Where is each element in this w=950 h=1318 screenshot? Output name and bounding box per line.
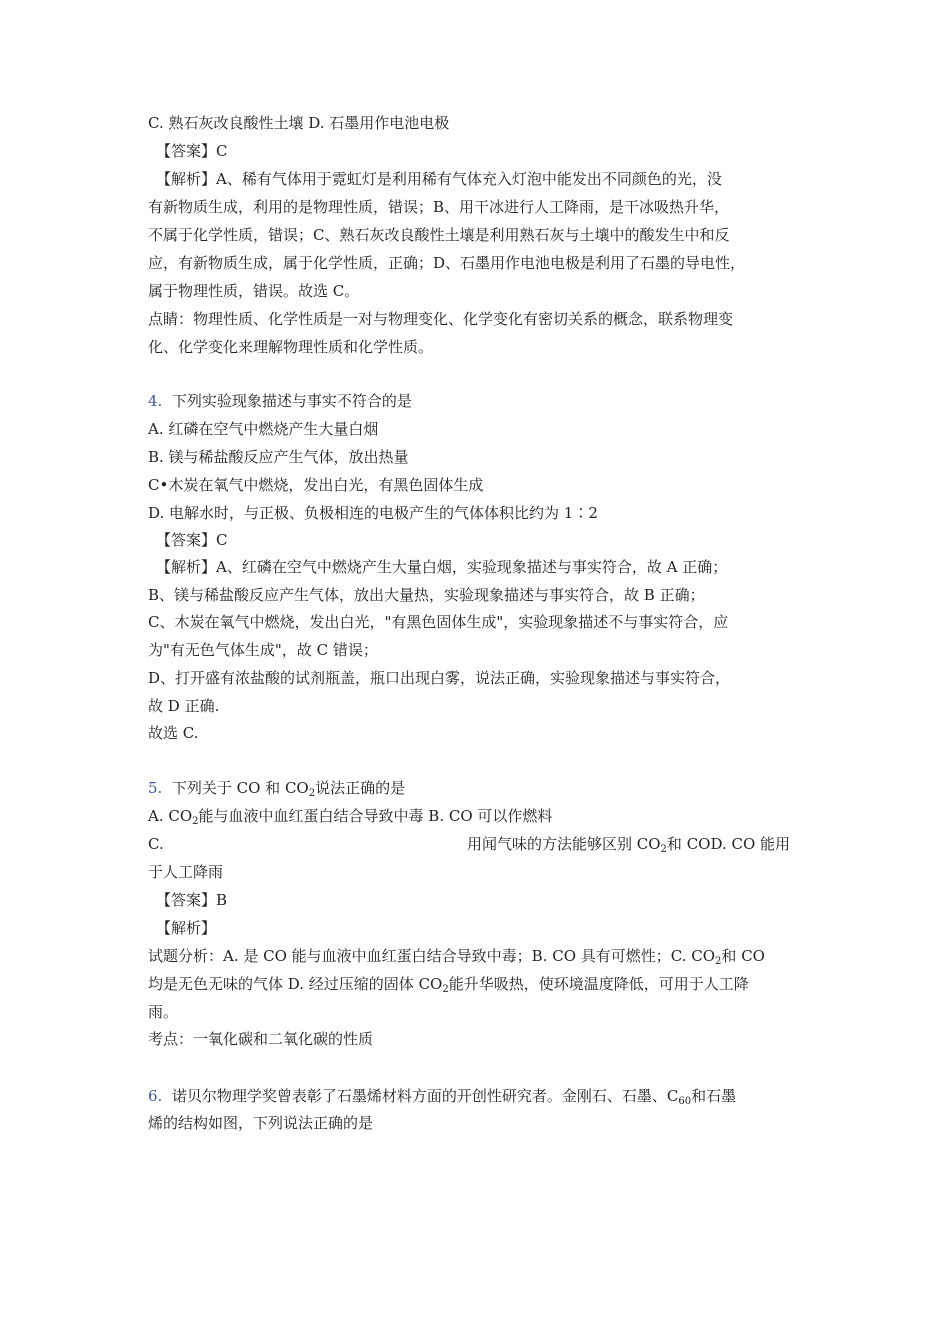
q3-analysis-line-3: 不属于化学性质，错误；C、熟石灰改良酸性土壤是利用熟石灰与土壤中的酸发生中和反 [148, 226, 730, 244]
q5-option-cd: 用闻气味的方法能够区别 $CO_2$和 COD. CO 能用 [467, 835, 791, 855]
q5-analysis-label: 【解析】 [156, 919, 217, 937]
q5-option-d-continued: 于人工降雨 [148, 863, 224, 881]
q5-answer: 【答案】B [156, 891, 228, 909]
q3-answer: 【答案】C [156, 142, 228, 160]
q6-stem-line-2: 烯的结构如图，下列说法正确的是 [148, 1114, 374, 1132]
q5-detail-line-2: 均是无色无味的气体 D. 经过压缩的固体 $CO_2$能升华吸热，使环境温度降低，可用于人工降 [148, 975, 749, 995]
q4-option-a: A. 红磷在空气中燃烧产生大量白烟 [148, 420, 379, 438]
q4-answer: 【答案】C [156, 531, 228, 549]
q4-analysis-line-7: 故选 C. [148, 724, 199, 742]
q3-tip-line-2: 化、化学变化来理解物理性质和化学性质。 [148, 338, 434, 356]
q4-analysis-line-3: C、木炭在氧气中燃烧，发出白光，"有黑色固体生成"，实验现象描述不与事实符合，应 [148, 613, 729, 631]
q4-number: 4. [148, 392, 163, 410]
q3-analysis-line-5: 属于物理性质，错误。故选 C。 [148, 282, 360, 300]
q4-stem [148, 391, 412, 411]
q3-tip-line-1: 点睛：物理性质、化学性质是一对与物理变化、化学变化有密切关系的概念，联系物理变 [148, 310, 734, 328]
q4-stem-text: 下列实验现象描述与事实不符合的是 [171, 392, 412, 410]
q4-analysis-line-4: 为"有无色气体生成"，故 C 错误； [148, 641, 378, 659]
q5-option-c-label: C. [148, 835, 164, 853]
q4-analysis-line-5: D、打开盛有浓盐酸的试剂瓶盖，瓶口出现白雾，说法正确，实验现象描述与事实符合， [148, 669, 731, 687]
q3-analysis-line-1: 【解析】A、稀有气体用于霓虹灯是利用稀有气体充入灯泡中能发出不同颜色的光，没 [156, 170, 722, 188]
q4-analysis-line-6: 故 D 正确. [148, 697, 220, 715]
q3-analysis-line-2: 有新物质生成，利用的是物理性质，错误；B、用干冰进行人工降雨，是干冰吸热升华， [148, 198, 730, 216]
q6-stem-line-1: 6. 诺贝尔物理学奖曾表彰了石墨烯材料方面的开创性研究者。金刚石、石墨、$C_{60}$和石墨 [148, 1087, 737, 1107]
q3-options-cd: C. 熟石灰改良酸性土壤 D. 石墨用作电池电极 [148, 114, 450, 132]
q5-kaodian: 考点：一氧化碳和二氧化碳的性质 [148, 1030, 374, 1048]
q5-stem: 5. 下列关于 CO 和 $CO_2$说法正确的是 [148, 779, 406, 799]
q4-option-b: B. 镁与稀盐酸反应产生气体，放出热量 [148, 448, 409, 466]
q5-option-ab: A. $CO_2$能与血液中血红蛋白结合导致中毒 B. CO 可以作燃料 [148, 807, 553, 827]
q3-analysis-line-4: 应，有新物质生成，属于化学性质，正确；D、石墨用作电池电极是利用了石墨的导电性， [148, 254, 746, 272]
q5-number: 5. [148, 779, 163, 797]
q4-analysis-line-2: B、镁与稀盐酸反应产生气体，放出大量热，实验现象描述与事实符合，故 B 正确； [148, 586, 705, 604]
q4-analysis-line-1: 【解析】A、红磷在空气中燃烧产生大量白烟，实验现象描述与事实符合，故 A 正确； [156, 558, 728, 576]
q5-detail-line-1: 试题分析：A. 是 CO 能与血液中血红蛋白结合导致中毒；B. CO 具有可燃性；C. $CO_2$和 CO [148, 947, 765, 967]
q5-detail-line-3: 雨。 [148, 1003, 179, 1021]
q4-option-c: C•木炭在氧气中燃烧，发出白光，有黑色固体生成 [148, 476, 484, 494]
q6-number: 6. [148, 1087, 163, 1105]
q4-option-d: D. 电解水时，与正极、负极相连的电极产生的气体体积比约为 1∶2 [148, 504, 598, 522]
